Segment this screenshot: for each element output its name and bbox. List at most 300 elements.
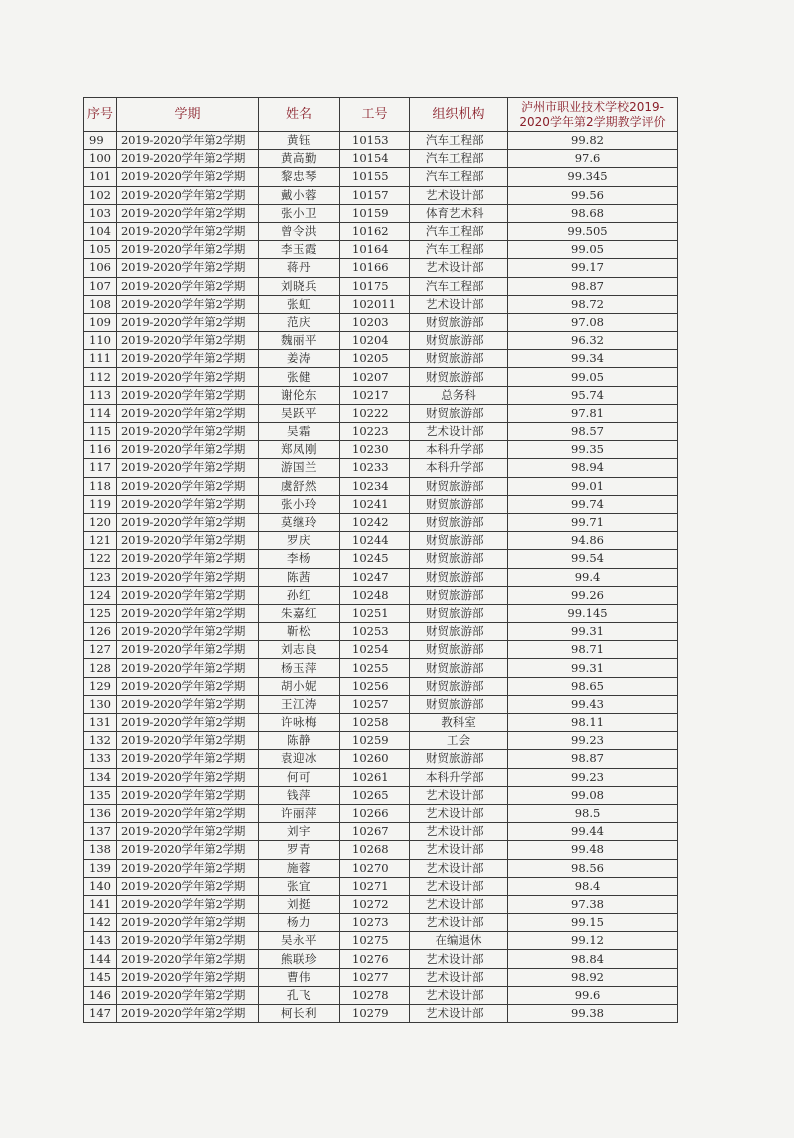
row-number-cell: 140 xyxy=(84,877,117,895)
staff-id-cell: 10272 xyxy=(340,895,410,913)
table-row xyxy=(84,623,678,641)
term-cell: 2019-2020学年第2学期 xyxy=(117,495,259,513)
term-cell: 2019-2020学年第2学期 xyxy=(117,841,259,859)
term-cell: 2019-2020学年第2学期 xyxy=(117,532,259,550)
score-cell: 98.94 xyxy=(508,459,678,477)
term-cell: 2019-2020学年第2学期 xyxy=(117,786,259,804)
score-cell: 99.23 xyxy=(508,768,678,786)
teacher-name-cell: 朱嘉红 xyxy=(259,604,340,622)
table-row xyxy=(84,714,678,732)
term-cell: 2019-2020学年第2学期 xyxy=(117,241,259,259)
staff-id-cell: 10233 xyxy=(340,459,410,477)
department-cell: 财贸旅游部 xyxy=(410,495,508,513)
staff-id-cell: 10204 xyxy=(340,332,410,350)
term-cell: 2019-2020学年第2学期 xyxy=(117,677,259,695)
score-cell: 94.86 xyxy=(508,532,678,550)
table-row xyxy=(84,841,678,859)
department-cell: 艺术设计部 xyxy=(410,877,508,895)
department-cell: 汽车工程部 xyxy=(410,222,508,240)
score-cell: 98.5 xyxy=(508,804,678,822)
staff-id-cell: 10164 xyxy=(340,241,410,259)
teacher-name-cell: 范庆 xyxy=(259,313,340,331)
term-cell: 2019-2020学年第2学期 xyxy=(117,768,259,786)
table-row xyxy=(84,495,678,513)
staff-id-cell: 10205 xyxy=(340,350,410,368)
table-row xyxy=(84,513,678,531)
staff-id-cell: 10162 xyxy=(340,222,410,240)
teacher-name-cell: 靳松 xyxy=(259,623,340,641)
score-cell: 98.87 xyxy=(508,750,678,768)
department-cell: 财贸旅游部 xyxy=(410,313,508,331)
score-cell: 99.05 xyxy=(508,241,678,259)
staff-id-cell: 10234 xyxy=(340,477,410,495)
score-cell: 97.08 xyxy=(508,313,678,331)
staff-id-cell: 10267 xyxy=(340,823,410,841)
row-number-cell: 124 xyxy=(84,586,117,604)
department-cell: 汽车工程部 xyxy=(410,150,508,168)
staff-id-cell: 10260 xyxy=(340,750,410,768)
table-row xyxy=(84,604,678,622)
table-row xyxy=(84,932,678,950)
staff-id-cell: 10245 xyxy=(340,550,410,568)
term-cell: 2019-2020学年第2学期 xyxy=(117,313,259,331)
table-row xyxy=(84,441,678,459)
department-cell: 汽车工程部 xyxy=(410,241,508,259)
teacher-name-cell: 黄高勤 xyxy=(259,150,340,168)
row-number-cell: 112 xyxy=(84,368,117,386)
staff-id-cell: 10155 xyxy=(340,168,410,186)
row-number-cell: 100 xyxy=(84,150,117,168)
department-cell: 财贸旅游部 xyxy=(410,568,508,586)
row-number-cell: 119 xyxy=(84,495,117,513)
department-cell: 财贸旅游部 xyxy=(410,641,508,659)
term-cell: 2019-2020学年第2学期 xyxy=(117,950,259,968)
teacher-name-cell: 郑凤刚 xyxy=(259,441,340,459)
row-number-cell: 105 xyxy=(84,241,117,259)
term-cell: 2019-2020学年第2学期 xyxy=(117,186,259,204)
row-number-cell: 108 xyxy=(84,295,117,313)
department-cell: 艺术设计部 xyxy=(410,968,508,986)
term-cell: 2019-2020学年第2学期 xyxy=(117,914,259,932)
department-cell: 财贸旅游部 xyxy=(410,695,508,713)
score-cell: 99.82 xyxy=(508,132,678,150)
teacher-name-cell: 莫继玲 xyxy=(259,513,340,531)
row-number-cell: 146 xyxy=(84,986,117,1004)
teacher-name-cell: 谢伦东 xyxy=(259,386,340,404)
department-cell: 财贸旅游部 xyxy=(410,750,508,768)
row-number-cell: 131 xyxy=(84,714,117,732)
score-cell: 99.01 xyxy=(508,477,678,495)
term-cell: 2019-2020学年第2学期 xyxy=(117,932,259,950)
score-cell: 99.74 xyxy=(508,495,678,513)
score-cell: 99.54 xyxy=(508,550,678,568)
header-no: 序号 xyxy=(84,98,117,132)
staff-id-cell: 10175 xyxy=(340,277,410,295)
teacher-name-cell: 李玉霞 xyxy=(259,241,340,259)
row-number-cell: 115 xyxy=(84,423,117,441)
term-cell: 2019-2020学年第2学期 xyxy=(117,986,259,1004)
staff-id-cell: 10259 xyxy=(340,732,410,750)
score-cell: 99.6 xyxy=(508,986,678,1004)
department-cell: 艺术设计部 xyxy=(410,895,508,913)
teacher-name-cell: 游国兰 xyxy=(259,459,340,477)
row-number-cell: 123 xyxy=(84,568,117,586)
teacher-name-cell: 王江涛 xyxy=(259,695,340,713)
row-number-cell: 113 xyxy=(84,386,117,404)
table-row xyxy=(84,204,678,222)
teacher-name-cell: 孔飞 xyxy=(259,986,340,1004)
header-score: 泸州市职业技术学校2019-2020学年第2学期教学评价 xyxy=(508,98,678,132)
department-cell: 艺术设计部 xyxy=(410,295,508,313)
table-row xyxy=(84,277,678,295)
header-row xyxy=(84,98,678,132)
department-cell: 艺术设计部 xyxy=(410,914,508,932)
evaluation-sheet xyxy=(83,97,678,1023)
term-cell: 2019-2020学年第2学期 xyxy=(117,168,259,186)
teacher-name-cell: 柯长利 xyxy=(259,1005,340,1023)
department-cell: 艺术设计部 xyxy=(410,804,508,822)
table-row xyxy=(84,150,678,168)
score-cell: 98.71 xyxy=(508,641,678,659)
row-number-cell: 121 xyxy=(84,532,117,550)
term-cell: 2019-2020学年第2学期 xyxy=(117,259,259,277)
table-row xyxy=(84,750,678,768)
table-row xyxy=(84,786,678,804)
score-cell: 99.34 xyxy=(508,350,678,368)
teacher-name-cell: 陈静 xyxy=(259,732,340,750)
staff-id-cell: 10253 xyxy=(340,623,410,641)
teacher-name-cell: 张小玲 xyxy=(259,495,340,513)
table-row xyxy=(84,568,678,586)
score-cell: 99.145 xyxy=(508,604,678,622)
department-cell: 汽车工程部 xyxy=(410,132,508,150)
row-number-cell: 117 xyxy=(84,459,117,477)
teacher-name-cell: 黄钰 xyxy=(259,132,340,150)
term-cell: 2019-2020学年第2学期 xyxy=(117,423,259,441)
staff-id-cell: 10242 xyxy=(340,513,410,531)
department-cell: 财贸旅游部 xyxy=(410,623,508,641)
row-number-cell: 142 xyxy=(84,914,117,932)
table-row xyxy=(84,823,678,841)
teacher-name-cell: 罗庆 xyxy=(259,532,340,550)
table-row xyxy=(84,641,678,659)
term-cell: 2019-2020学年第2学期 xyxy=(117,513,259,531)
department-cell: 财贸旅游部 xyxy=(410,659,508,677)
teacher-name-cell: 钱萍 xyxy=(259,786,340,804)
term-cell: 2019-2020学年第2学期 xyxy=(117,804,259,822)
term-cell: 2019-2020学年第2学期 xyxy=(117,459,259,477)
department-cell: 财贸旅游部 xyxy=(410,513,508,531)
row-number-cell: 132 xyxy=(84,732,117,750)
row-number-cell: 110 xyxy=(84,332,117,350)
term-cell: 2019-2020学年第2学期 xyxy=(117,204,259,222)
table-row xyxy=(84,186,678,204)
department-cell: 财贸旅游部 xyxy=(410,477,508,495)
score-cell: 99.17 xyxy=(508,259,678,277)
staff-id-cell: 10217 xyxy=(340,386,410,404)
term-cell: 2019-2020学年第2学期 xyxy=(117,859,259,877)
teacher-name-cell: 张虹 xyxy=(259,295,340,313)
department-cell: 财贸旅游部 xyxy=(410,550,508,568)
row-number-cell: 147 xyxy=(84,1005,117,1023)
staff-id-cell: 10266 xyxy=(340,804,410,822)
score-cell: 98.87 xyxy=(508,277,678,295)
score-cell: 99.05 xyxy=(508,368,678,386)
department-cell: 艺术设计部 xyxy=(410,823,508,841)
score-cell: 99.43 xyxy=(508,695,678,713)
row-number-cell: 139 xyxy=(84,859,117,877)
term-cell: 2019-2020学年第2学期 xyxy=(117,132,259,150)
score-cell: 98.68 xyxy=(508,204,678,222)
staff-id-cell: 10241 xyxy=(340,495,410,513)
staff-id-cell: 10154 xyxy=(340,150,410,168)
score-cell: 97.6 xyxy=(508,150,678,168)
row-number-cell: 133 xyxy=(84,750,117,768)
table-row xyxy=(84,550,678,568)
teacher-name-cell: 袁迎冰 xyxy=(259,750,340,768)
teacher-name-cell: 吴霜 xyxy=(259,423,340,441)
teacher-name-cell: 魏丽平 xyxy=(259,332,340,350)
teacher-name-cell: 杨玉萍 xyxy=(259,659,340,677)
staff-id-cell: 10157 xyxy=(340,186,410,204)
row-number-cell: 134 xyxy=(84,768,117,786)
term-cell: 2019-2020学年第2学期 xyxy=(117,659,259,677)
term-cell: 2019-2020学年第2学期 xyxy=(117,404,259,422)
term-cell: 2019-2020学年第2学期 xyxy=(117,823,259,841)
teacher-name-cell: 刘志良 xyxy=(259,641,340,659)
term-cell: 2019-2020学年第2学期 xyxy=(117,604,259,622)
row-number-cell: 107 xyxy=(84,277,117,295)
staff-id-cell: 10223 xyxy=(340,423,410,441)
score-cell: 99.4 xyxy=(508,568,678,586)
teacher-name-cell: 吴永平 xyxy=(259,932,340,950)
table-row xyxy=(84,950,678,968)
row-number-cell: 125 xyxy=(84,604,117,622)
staff-id-cell: 10261 xyxy=(340,768,410,786)
department-cell: 财贸旅游部 xyxy=(410,532,508,550)
department-cell: 艺术设计部 xyxy=(410,423,508,441)
teacher-name-cell: 蒋丹 xyxy=(259,259,340,277)
teacher-name-cell: 张小卫 xyxy=(259,204,340,222)
staff-id-cell: 10258 xyxy=(340,714,410,732)
table-row xyxy=(84,332,678,350)
row-number-cell: 118 xyxy=(84,477,117,495)
row-number-cell: 145 xyxy=(84,968,117,986)
term-cell: 2019-2020学年第2学期 xyxy=(117,623,259,641)
score-cell: 99.23 xyxy=(508,732,678,750)
department-cell: 艺术设计部 xyxy=(410,786,508,804)
term-cell: 2019-2020学年第2学期 xyxy=(117,695,259,713)
department-cell: 教科室 xyxy=(410,714,508,732)
row-number-cell: 103 xyxy=(84,204,117,222)
table-row xyxy=(84,132,678,150)
score-cell: 98.56 xyxy=(508,859,678,877)
staff-id-cell: 10275 xyxy=(340,932,410,950)
staff-id-cell: 10278 xyxy=(340,986,410,1004)
row-number-cell: 129 xyxy=(84,677,117,695)
table-row xyxy=(84,695,678,713)
score-cell: 99.505 xyxy=(508,222,678,240)
teacher-name-cell: 刘晓兵 xyxy=(259,277,340,295)
row-number-cell: 144 xyxy=(84,950,117,968)
row-number-cell: 136 xyxy=(84,804,117,822)
row-number-cell: 138 xyxy=(84,841,117,859)
department-cell: 财贸旅游部 xyxy=(410,586,508,604)
staff-id-cell: 10251 xyxy=(340,604,410,622)
department-cell: 艺术设计部 xyxy=(410,841,508,859)
department-cell: 财贸旅游部 xyxy=(410,332,508,350)
staff-id-cell: 10256 xyxy=(340,677,410,695)
teacher-name-cell: 许丽萍 xyxy=(259,804,340,822)
row-number-cell: 104 xyxy=(84,222,117,240)
teacher-name-cell: 虞舒然 xyxy=(259,477,340,495)
term-cell: 2019-2020学年第2学期 xyxy=(117,477,259,495)
score-cell: 99.38 xyxy=(508,1005,678,1023)
teacher-name-cell: 陈茜 xyxy=(259,568,340,586)
department-cell: 财贸旅游部 xyxy=(410,350,508,368)
score-cell: 99.71 xyxy=(508,513,678,531)
department-cell: 体育艺术科 xyxy=(410,204,508,222)
row-number-cell: 120 xyxy=(84,513,117,531)
row-number-cell: 127 xyxy=(84,641,117,659)
term-cell: 2019-2020学年第2学期 xyxy=(117,877,259,895)
table-row xyxy=(84,768,678,786)
score-cell: 99.12 xyxy=(508,932,678,950)
term-cell: 2019-2020学年第2学期 xyxy=(117,750,259,768)
teacher-name-cell: 许咏梅 xyxy=(259,714,340,732)
department-cell: 财贸旅游部 xyxy=(410,677,508,695)
score-cell: 97.81 xyxy=(508,404,678,422)
table-row xyxy=(84,404,678,422)
row-number-cell: 126 xyxy=(84,623,117,641)
department-cell: 艺术设计部 xyxy=(410,986,508,1004)
department-cell: 在编退休 xyxy=(410,932,508,950)
staff-id-cell: 10222 xyxy=(340,404,410,422)
table-row xyxy=(84,1005,678,1023)
table-row xyxy=(84,914,678,932)
evaluation-table xyxy=(83,97,678,1023)
department-cell: 工会 xyxy=(410,732,508,750)
term-cell: 2019-2020学年第2学期 xyxy=(117,332,259,350)
table-row xyxy=(84,423,678,441)
department-cell: 财贸旅游部 xyxy=(410,404,508,422)
staff-id-cell: 10255 xyxy=(340,659,410,677)
row-number-cell: 101 xyxy=(84,168,117,186)
staff-id-cell: 102011 xyxy=(340,295,410,313)
table-row xyxy=(84,459,678,477)
staff-id-cell: 10254 xyxy=(340,641,410,659)
table-row xyxy=(84,222,678,240)
staff-id-cell: 10159 xyxy=(340,204,410,222)
table-row xyxy=(84,659,678,677)
table-row xyxy=(84,859,678,877)
term-cell: 2019-2020学年第2学期 xyxy=(117,368,259,386)
row-number-cell: 122 xyxy=(84,550,117,568)
score-cell: 95.74 xyxy=(508,386,678,404)
row-number-cell: 116 xyxy=(84,441,117,459)
department-cell: 财贸旅游部 xyxy=(410,604,508,622)
row-number-cell: 114 xyxy=(84,404,117,422)
department-cell: 本科升学部 xyxy=(410,441,508,459)
teacher-name-cell: 戴小蓉 xyxy=(259,186,340,204)
table-row xyxy=(84,241,678,259)
staff-id-cell: 10277 xyxy=(340,968,410,986)
score-cell: 99.08 xyxy=(508,786,678,804)
staff-id-cell: 10265 xyxy=(340,786,410,804)
teacher-name-cell: 施蓉 xyxy=(259,859,340,877)
term-cell: 2019-2020学年第2学期 xyxy=(117,586,259,604)
score-cell: 99.345 xyxy=(508,168,678,186)
teacher-name-cell: 张宜 xyxy=(259,877,340,895)
table-row xyxy=(84,586,678,604)
term-cell: 2019-2020学年第2学期 xyxy=(117,968,259,986)
term-cell: 2019-2020学年第2学期 xyxy=(117,895,259,913)
staff-id-cell: 10273 xyxy=(340,914,410,932)
row-number-cell: 109 xyxy=(84,313,117,331)
teacher-name-cell: 刘挺 xyxy=(259,895,340,913)
department-cell: 总务科 xyxy=(410,386,508,404)
department-cell: 艺术设计部 xyxy=(410,186,508,204)
row-number-cell: 141 xyxy=(84,895,117,913)
staff-id-cell: 10270 xyxy=(340,859,410,877)
score-cell: 99.48 xyxy=(508,841,678,859)
teacher-name-cell: 李杨 xyxy=(259,550,340,568)
score-cell: 97.38 xyxy=(508,895,678,913)
score-cell: 99.44 xyxy=(508,823,678,841)
row-number-cell: 99 xyxy=(84,132,117,150)
table-row xyxy=(84,350,678,368)
staff-id-cell: 10166 xyxy=(340,259,410,277)
table-row xyxy=(84,313,678,331)
row-number-cell: 135 xyxy=(84,786,117,804)
staff-id-cell: 10268 xyxy=(340,841,410,859)
department-cell: 本科升学部 xyxy=(410,768,508,786)
score-cell: 99.56 xyxy=(508,186,678,204)
table-row xyxy=(84,477,678,495)
teacher-name-cell: 罗青 xyxy=(259,841,340,859)
term-cell: 2019-2020学年第2学期 xyxy=(117,386,259,404)
header-org: 组织机构 xyxy=(410,98,508,132)
table-row xyxy=(84,986,678,1004)
staff-id-cell: 10279 xyxy=(340,1005,410,1023)
table-row xyxy=(84,968,678,986)
department-cell: 艺术设计部 xyxy=(410,950,508,968)
department-cell: 艺术设计部 xyxy=(410,1005,508,1023)
teacher-name-cell: 吴跃平 xyxy=(259,404,340,422)
teacher-name-cell: 黎忠琴 xyxy=(259,168,340,186)
term-cell: 2019-2020学年第2学期 xyxy=(117,732,259,750)
row-number-cell: 102 xyxy=(84,186,117,204)
term-cell: 2019-2020学年第2学期 xyxy=(117,277,259,295)
department-cell: 汽车工程部 xyxy=(410,168,508,186)
staff-id-cell: 10257 xyxy=(340,695,410,713)
score-cell: 98.84 xyxy=(508,950,678,968)
score-cell: 99.31 xyxy=(508,659,678,677)
staff-id-cell: 10276 xyxy=(340,950,410,968)
score-cell: 98.72 xyxy=(508,295,678,313)
score-cell: 99.35 xyxy=(508,441,678,459)
teacher-name-cell: 曾令洪 xyxy=(259,222,340,240)
teacher-name-cell: 孙红 xyxy=(259,586,340,604)
row-number-cell: 111 xyxy=(84,350,117,368)
score-cell: 96.32 xyxy=(508,332,678,350)
staff-id-cell: 10271 xyxy=(340,877,410,895)
row-number-cell: 128 xyxy=(84,659,117,677)
table-row xyxy=(84,295,678,313)
staff-id-cell: 10153 xyxy=(340,132,410,150)
header-id: 工号 xyxy=(340,98,410,132)
teacher-name-cell: 何可 xyxy=(259,768,340,786)
